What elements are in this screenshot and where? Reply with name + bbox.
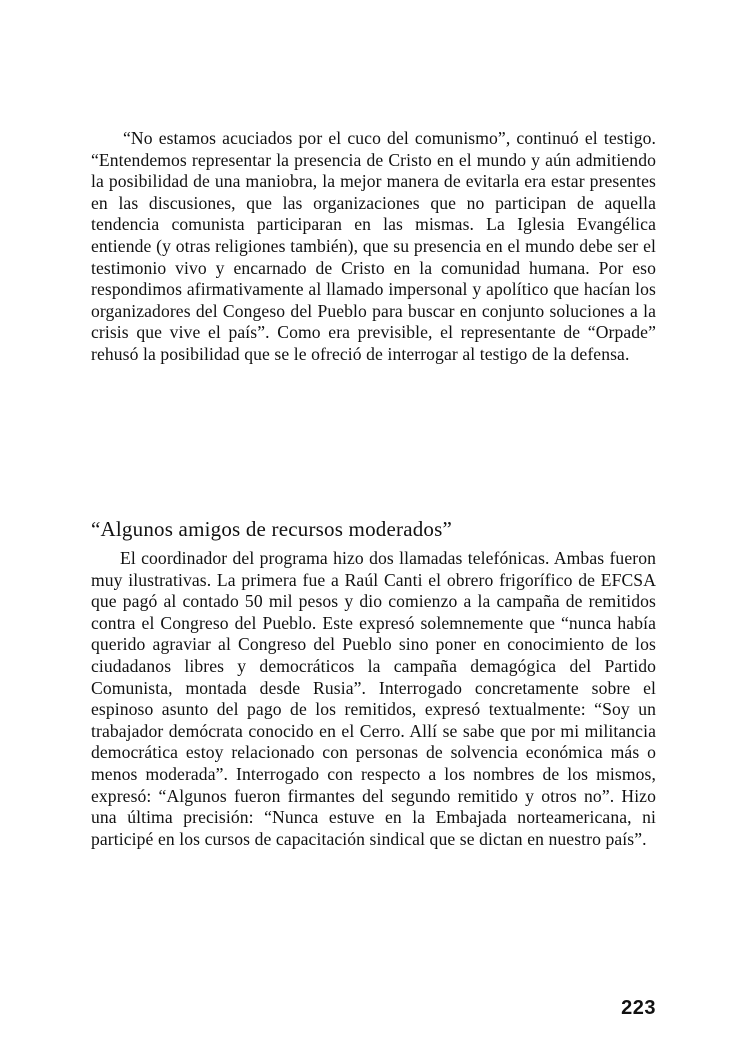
body-paragraph-testimony: “No estamos acuciados por el cuco del comunismo”, continuó el testigo. “Entendemos representar la presencia de Cristo en el mundo y aún admitiendo la posibilidad de una maniobra, la mejor manera de evitarla era estar presentes en las discusiones, que las organizaciones que no participan de aquella tendencia comunista participaran en las mismas. La Iglesia Evangélica entiende (y otras religiones también), que su presencia en el mundo debe ser el testimonio vivo y encarnado de Cristo en la comunidad humana. Por eso respondimos afirmativamente al llamado impersonal y apolítico que hacían los organizadores del Congeso del Pueblo para buscar en conjunto soluciones a la crisis que vive el país”. Como era previsible, el representante de “Orpade” rehusó la posibilidad que se le ofreció de interrogar al testigo de la defensa.	[91, 128, 656, 364]
page-number: 223	[621, 997, 656, 1019]
body-paragraph-phone-calls: El coordinador del programa hizo dos llamadas telefónicas. Ambas fueron muy ilustrativas. La primera fue a Raúl Canti el obrero frigorífico de EFCSA que pagó al contado 50 mil pesos y dio comienzo a la campaña de remitidos contra el Congreso del Pueblo. Este expresó solemnemente que “nunca había querido agraviar al Congreso del Pueblo sino poner en conocimiento de los ciudadanos libres y democráticos la campaña demagógica del Partido Comunista, montada desde Rusia”. Interrogado concretamente sobre el espinoso asunto del pago de los remitidos, expresó textualmente: “Soy un trabajador demócrata conocido en el Cerro. Allí se sabe que por mi militancia democrática estoy relacionado con personas de solvencia económica más o menos moderada”. Interrogado con respecto a los nombres de los mismos, expresó: “Algunos fueron firmantes del segundo remitido y otros no”. Hizo una última precisión: “Nunca estuve en la Embajada norteamericana, ni participé en los cursos de capacitación sindical que se dictan en nuestro país”.	[91, 548, 656, 849]
section-heading: “Algunos amigos de recursos moderados”	[91, 517, 453, 541]
